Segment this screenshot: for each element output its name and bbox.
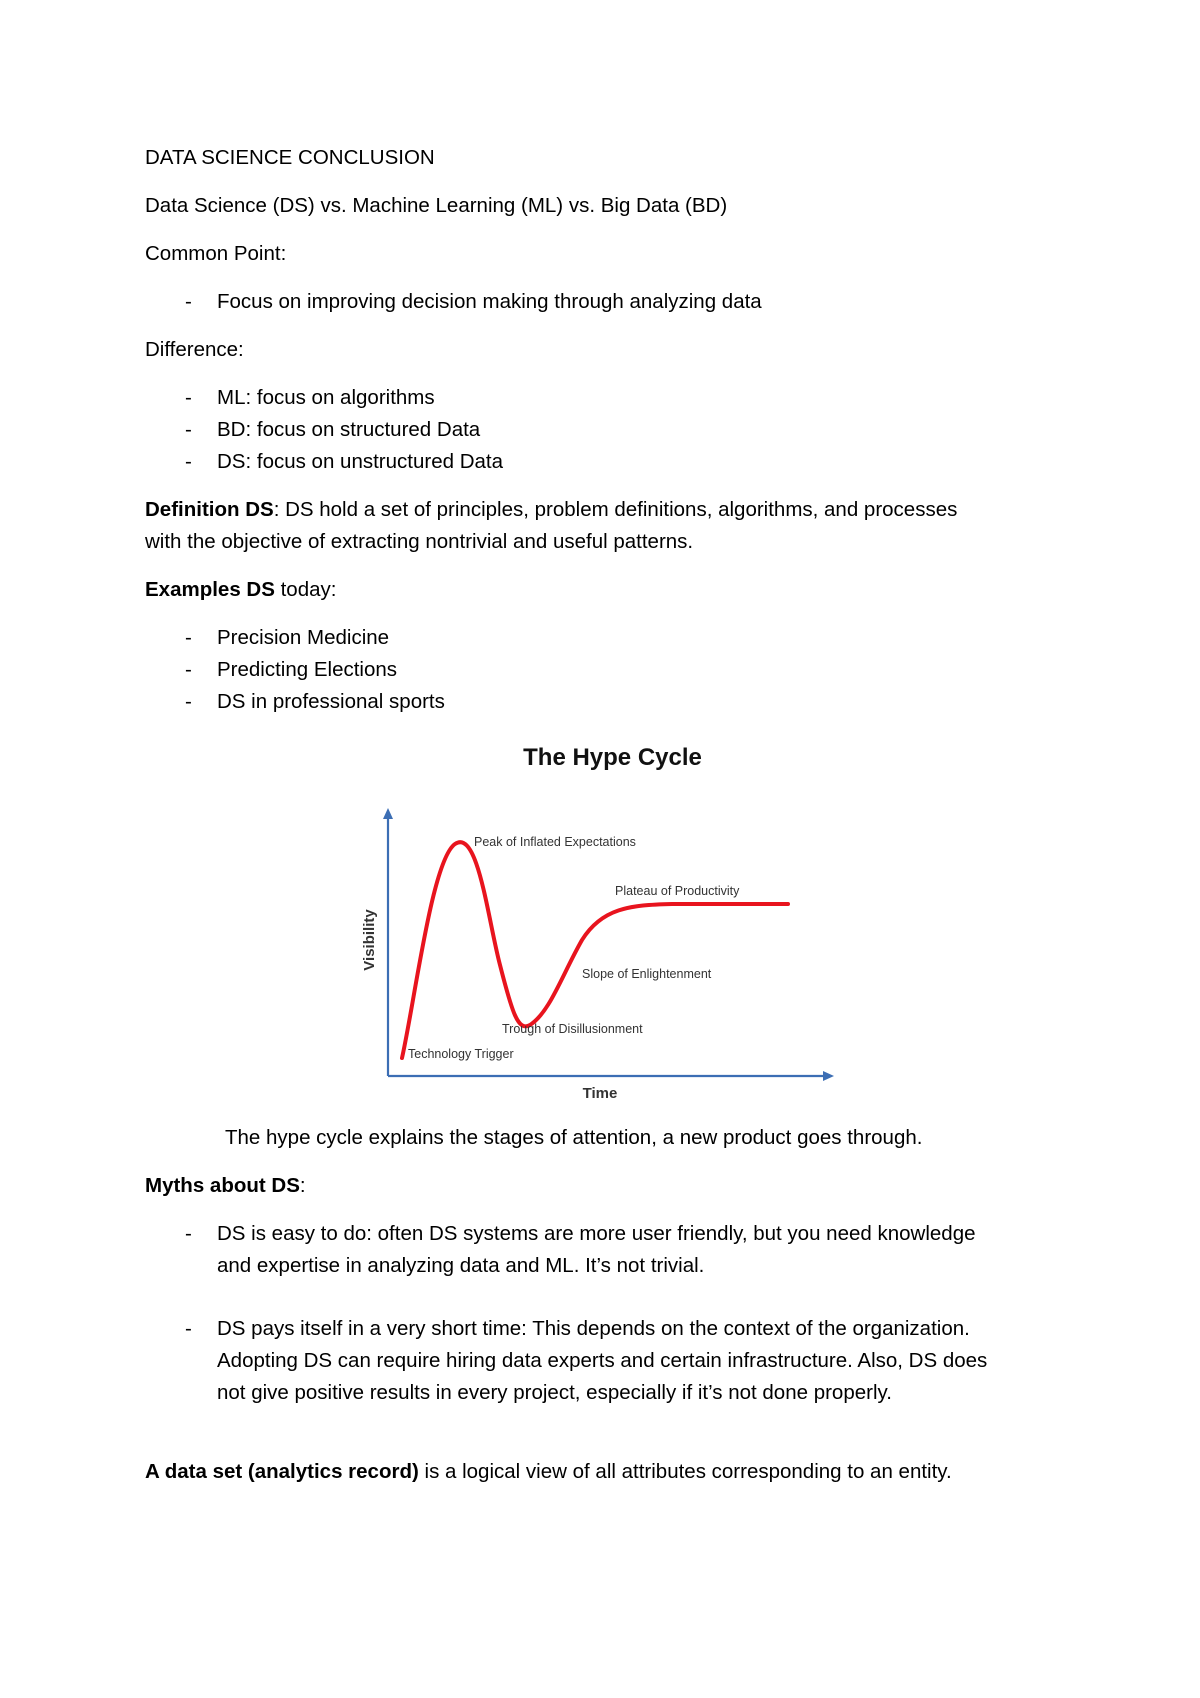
- examples-heading: [145, 574, 336, 606]
- annotation-trough: Trough of Disillusionment: [502, 1022, 643, 1036]
- annotation-slope: Slope of Enlightenment: [582, 967, 712, 981]
- list-item-text: Predicting Elections: [217, 658, 398, 681]
- dataset-definition: [145, 1456, 952, 1488]
- bullet-dash: -: [185, 290, 192, 313]
- myth-2-line-1: DS pays itself in a very short time: This depends on the context of the organization.: [217, 1317, 970, 1340]
- bullet-dash: -: [185, 450, 192, 473]
- dataset-rest: is a logical view of all attributes corresponding to an entity.: [418, 1460, 952, 1483]
- bullet-dash: -: [185, 658, 192, 681]
- list-item-text: ML: focus on algorithms: [217, 386, 435, 409]
- bullet-dash: -: [185, 386, 192, 409]
- myths-heading: [145, 1170, 306, 1202]
- annotation-technology-trigger: Technology Trigger: [408, 1047, 514, 1061]
- bullet-dash: -: [185, 418, 192, 441]
- examples-label: Examples DS: [145, 578, 275, 601]
- bullet-dash: -: [185, 1222, 192, 1245]
- chart-caption: The hype cycle explains the stages of attention, a new product goes through.: [225, 1126, 923, 1149]
- list-item-text: Focus on improving decision making through analyzing data: [217, 290, 762, 313]
- bullet-dash: -: [185, 690, 192, 713]
- axis-label-y: Visibility: [361, 909, 378, 971]
- myth-1-line-1: DS is easy to do: often DS systems are more user friendly, but you need knowledge: [217, 1222, 976, 1245]
- myth-1-line-2: and expertise in analyzing data and ML. It’s not trivial.: [217, 1254, 705, 1277]
- dataset-bold: A data set (analytics record): [145, 1460, 419, 1483]
- definition-line-1: [145, 494, 957, 526]
- myth-2-line-3: not give positive results in every project, especially if it’s not done properly.: [217, 1381, 892, 1404]
- bullet-dash: -: [185, 626, 192, 649]
- examples-suffix: today:: [274, 578, 337, 601]
- list-item-text: DS in professional sports: [217, 690, 445, 713]
- list-item-text: BD: focus on structured Data: [217, 418, 481, 441]
- definition-line-2: with the objective of extracting nontrivial and useful patterns.: [145, 530, 694, 553]
- definition-label: Definition DS: [145, 498, 274, 521]
- definition-text-1: : DS hold a set of principles, problem definitions, algorithms, and processes: [273, 498, 958, 521]
- x-axis-arrow: [823, 1071, 834, 1081]
- myth-2-line-2: Adopting DS can require hiring data experts and certain infrastructure. Also, DS does: [217, 1349, 988, 1372]
- doc-heading: DATA SCIENCE CONCLUSION: [145, 146, 435, 169]
- list-item-text: Precision Medicine: [217, 626, 390, 649]
- annotation-plateau: Plateau of Productivity: [615, 884, 740, 898]
- annotation-peak: Peak of Inflated Expectations: [474, 835, 636, 849]
- doc-subtitle: Data Science (DS) vs. Machine Learning (ML) vs. Big Data (BD): [145, 194, 728, 217]
- chart-title: The Hype Cycle: [523, 744, 702, 771]
- bullet-dash: -: [185, 1317, 192, 1340]
- common-point-label: Common Point:: [145, 242, 287, 265]
- y-axis-arrow: [383, 808, 393, 819]
- difference-label: Difference:: [145, 338, 244, 361]
- myths-colon: :: [299, 1174, 306, 1197]
- hype-cycle-chart: [350, 800, 850, 1100]
- list-item-text: DS: focus on unstructured Data: [217, 450, 504, 473]
- myths-label: Myths about DS: [145, 1174, 300, 1197]
- axis-label-x: Time: [582, 1085, 618, 1100]
